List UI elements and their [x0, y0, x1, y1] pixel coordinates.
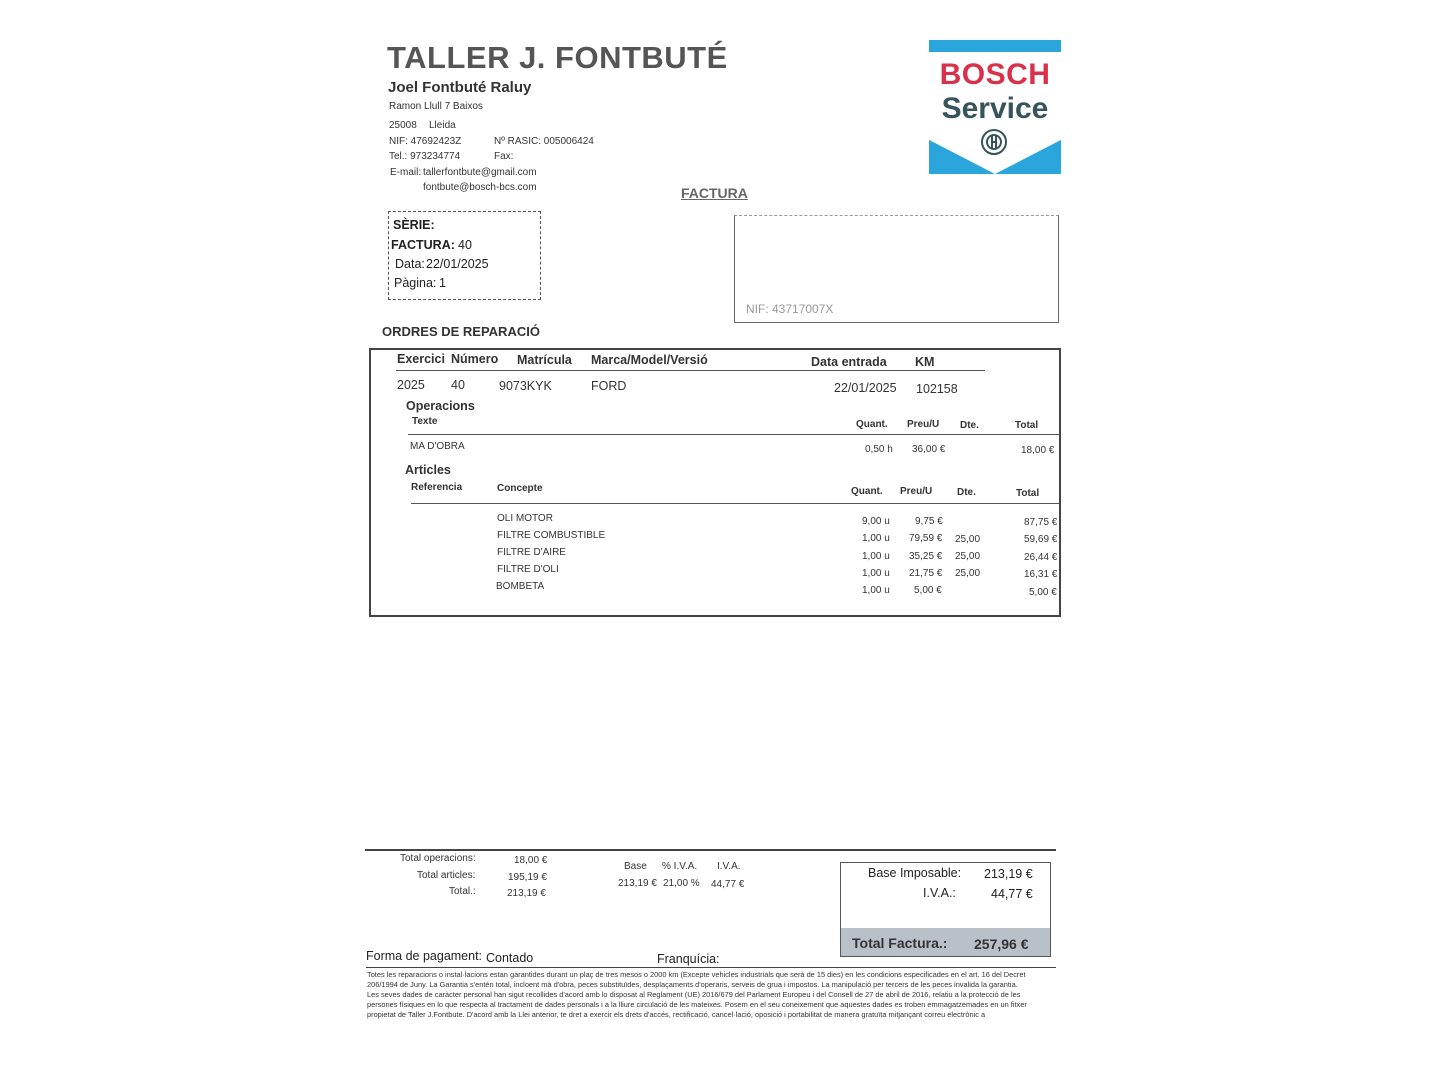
total-value: 213,19 €	[507, 888, 546, 899]
art-row-total: 87,75 €	[1024, 517, 1058, 528]
art-row-preu: 35,25 €	[909, 551, 943, 562]
op-row-preu: 36,00 €	[912, 444, 946, 455]
iva-label: I.V.A.:	[923, 886, 956, 900]
total-operacions-label: Total operacions:	[400, 853, 476, 864]
franquicia-label: Franquícia:	[657, 952, 720, 966]
col-data-entrada: Data entrada	[811, 355, 887, 369]
art-row-preu: 9,75 €	[915, 516, 943, 527]
base-imposable-label: Base Imposable:	[868, 866, 962, 880]
op-col-quant: Quant.	[856, 419, 888, 430]
company-rasic: Nº RASIC: 005006424	[494, 136, 594, 147]
art-col-total: Total	[1016, 488, 1040, 499]
art-row-quant: 1,00 u	[862, 585, 890, 596]
art-row-total: 5,00 €	[1029, 587, 1057, 598]
op-col-texte: Texte	[412, 416, 438, 427]
total-factura-value: 257,96 €	[974, 936, 1029, 952]
company-name: TALLER J. FONTBUTÉ	[387, 40, 728, 75]
art-col-referencia: Referencia	[411, 482, 463, 493]
iva-row-base: 213,19 €	[618, 878, 657, 889]
op-row-texte: MA D'OBRA	[410, 441, 465, 452]
op-row-quant: 0,50 h	[865, 444, 893, 455]
total-articles-label: Total articles:	[417, 870, 476, 881]
legal-line-2: 206/1994 de Juny. La Garantia s'entén total, incloent mà d'obra, peces substituïdes, desplaçaments d'operaris, serveis de grua i impostos. La manipulació per tercers de les peces invalida la garantia.	[367, 980, 1018, 989]
total-label: Total.:	[449, 886, 476, 897]
total-factura-label: Total Factura.:	[852, 935, 948, 951]
col-numero: Número	[451, 352, 499, 366]
client-nif: NIF: 43717007X	[746, 302, 834, 316]
legal-line-1: Totes les reparacions o instal·lacions estan garantides durant un plaç de tres mesos o 2000 km (Excepte vehicles industrials que serà de 15 dies) en les condicions especificades en el art. 16 del Decret	[367, 970, 1026, 979]
art-col-concepte: Concepte	[497, 483, 543, 494]
art-row-concepte: FILTRE COMBUSTIBLE	[497, 530, 606, 541]
legal-line-3: Les seves dades de caràcter personal han sigut recollides d'acord amb lo disposat al Reglament (UE) 2016/679 del Parlament Europeu i del Consell de 27 de abril de 2016, relatiu a la protecció de les	[367, 990, 1021, 999]
iva-value: 44,77 €	[991, 887, 1033, 901]
invoice-date: 22/01/2025	[426, 257, 489, 271]
iva-row-pct: 21,00 %	[663, 878, 700, 889]
col-marca: Marca/Model/Versió	[591, 353, 708, 367]
serie-label: SÈRIE:	[393, 218, 435, 232]
base-imposable-value: 213,19 €	[984, 867, 1033, 881]
order-marca: FORD	[591, 379, 627, 393]
art-row-quant: 1,00 u	[862, 568, 890, 579]
art-col-quant: Quant.	[851, 486, 883, 497]
art-row-dte: 25,00	[955, 551, 981, 562]
order-exercici: 2025	[397, 378, 425, 392]
legal-line-4: persones físiques en lo que respecta al tractament de dades personals i a la lliure circulació de les mateixes. Posem en el seu coneixement que aquestes dades es troben emmagatzemades en un fitxer	[367, 1000, 1027, 1009]
art-row-quant: 9,00 u	[862, 516, 890, 527]
total-operacions-value: 18,00 €	[514, 855, 548, 866]
total-articles-value: 195,19 €	[508, 872, 547, 883]
art-col-preu: Preu/U	[900, 486, 933, 497]
date-label: Data:	[395, 257, 425, 271]
company-postal-code: 25008	[389, 120, 417, 131]
iva-col-base: Base	[624, 861, 647, 872]
operacions-title: Operacions	[406, 399, 475, 413]
op-col-dte: Dte.	[960, 420, 979, 431]
iva-col-pct: % I.V.A.	[662, 861, 698, 872]
art-col-dte: Dte.	[957, 487, 976, 498]
bosch-service-logo	[929, 40, 1061, 174]
owner-name: Joel Fontbuté Raluy	[388, 79, 532, 96]
art-row-quant: 1,00 u	[862, 551, 890, 562]
factura-number: 40	[458, 238, 472, 252]
company-nif: NIF: 47692423Z	[389, 136, 462, 147]
order-km: 102158	[916, 382, 958, 396]
logo-word-service: Service	[941, 92, 1049, 125]
factura-label: FACTURA:	[391, 238, 455, 252]
iva-col-iva: I.V.A.	[717, 861, 741, 872]
document-title: FACTURA	[681, 185, 748, 201]
ordres-title: ORDRES DE REPARACIÓ	[382, 324, 540, 339]
art-row-total: 59,69 €	[1024, 534, 1058, 545]
page-number: 1	[439, 276, 446, 290]
art-row-quant: 1,00 u	[862, 533, 890, 544]
order-numero: 40	[451, 378, 465, 392]
art-row-concepte: FILTRE D'AIRE	[497, 547, 566, 558]
op-col-preu: Preu/U	[907, 419, 940, 430]
art-row-concepte: FILTRE D'OLI	[497, 564, 559, 575]
company-address: Ramon Llull 7 Baixos	[389, 101, 483, 112]
articles-title: Articles	[405, 463, 451, 477]
op-row-total: 18,00 €	[1021, 445, 1055, 456]
col-km: KM	[915, 355, 935, 369]
art-row-preu: 5,00 €	[914, 585, 942, 596]
payment-value: Contado	[486, 951, 534, 965]
col-exercici: Exercici	[397, 352, 445, 366]
page-label: Pàgina:	[394, 276, 437, 290]
company-fax: Fax:	[494, 151, 514, 162]
art-row-concepte: BOMBETA	[496, 581, 545, 592]
payment-label: Forma de pagament:	[366, 949, 483, 963]
legal-line-5: propietat de Taller J.Fontbute. D'acord amb la Llei anterior, te dret a exercir els drets d'accés, rectificació, cancel·lació, oposició i portabilitat de manera gratuïta mitjançant correu electrònic a	[367, 1010, 986, 1019]
order-data: 22/01/2025	[834, 381, 897, 395]
company-email-1: tallerfontbute@gmail.com	[423, 167, 537, 178]
art-row-dte: 25,00	[955, 568, 981, 579]
art-row-preu: 79,59 €	[909, 533, 943, 544]
op-col-total: Total	[1015, 420, 1039, 431]
art-row-preu: 21,75 €	[909, 568, 943, 579]
order-matricula: 9073KYK	[499, 379, 552, 393]
company-tel: Tel.: 973234774	[389, 151, 461, 162]
company-email-label: E-mail:	[390, 167, 422, 178]
art-row-concepte: OLI MOTOR	[497, 513, 553, 524]
bosch-h-icon	[981, 129, 1007, 155]
art-row-total: 26,44 €	[1024, 552, 1058, 563]
company-city: Lleida	[429, 120, 456, 131]
iva-row-iva: 44,77 €	[711, 879, 745, 890]
art-row-total: 16,31 €	[1024, 569, 1058, 580]
col-matricula: Matrícula	[517, 353, 572, 367]
logo-word-bosch: BOSCH	[939, 58, 1051, 91]
company-email-2: fontbute@bosch-bcs.com	[423, 182, 537, 193]
art-row-dte: 25,00	[955, 534, 981, 545]
